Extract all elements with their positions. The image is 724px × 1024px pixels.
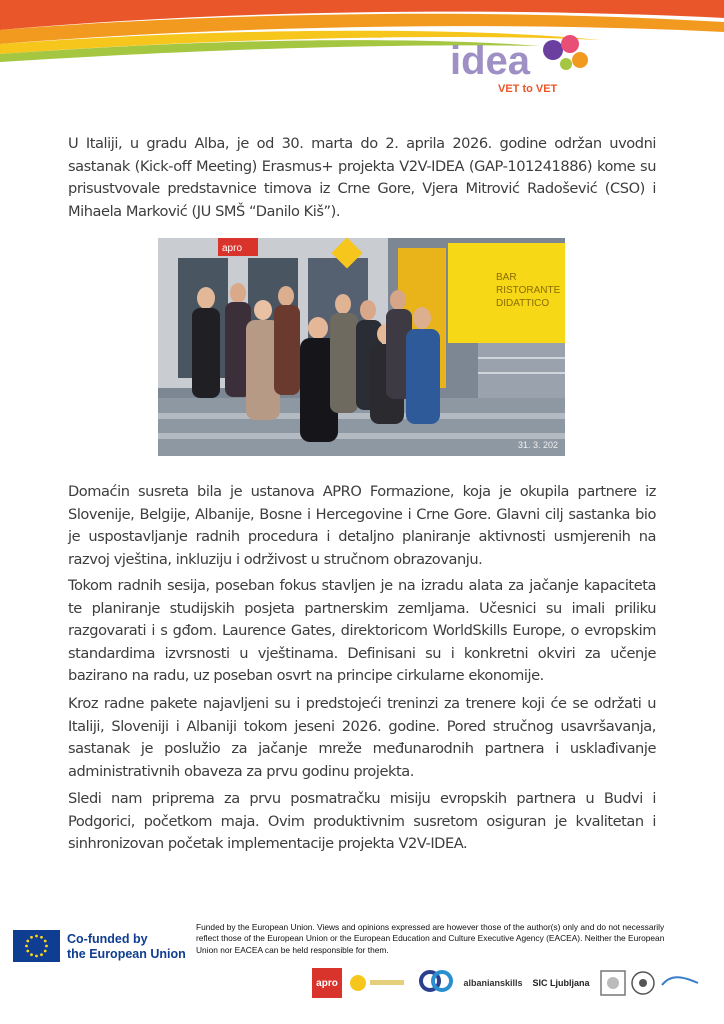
partner-logo-albanianskills: albanianskills [463,978,523,988]
svg-text:BAR: BAR [496,272,517,283]
svg-text:idea: idea [450,39,531,83]
partner-logos [312,968,712,998]
svg-text:apro: apro [222,243,243,254]
paragraph-host: Domaćin susreta bila je ustanova APRO Formazione, koja je okupila partnere iz Slovenije, Belgije, Albanije, Bosne i Hercegovine i Crne Gore. Glavni cilj sastanka bio je uspostavljanje radnih procedura i detaljno planiranje aktivnosti usmjerenih na razvoj vještina, inkluziju i održivost u stručnom obrazovanju. [68,483,656,568]
header-swoosh [0,0,724,110]
paragraph-intro: U Italiji, u gradu Alba, je od 30. marta do 2. aprila 2026. godine održan uvodni sastanak (Kick-off Meeting) Erasmus+ projekta V2V-IDEA (GAP-101241886) kome su prisustvovale predstavnice timova iz Crne Gore, Vjera Mitrović Radošević (CSO) i Mihaela Marković (JU SMŠ “Danilo Kiš”). [68,135,656,220]
eu-cofunded-label: Co-funded by the European Union [67,932,186,961]
group-photo [158,238,565,456]
partner-logo-5 [630,968,656,998]
partner-logo-cso [416,968,456,998]
partner-logo-4 [600,968,626,998]
svg-text:RISTORANTE: RISTORANTE [496,285,561,296]
svg-text:31. 3. 202: 31. 3. 202 [518,440,559,450]
partner-logo-danilo-kis [348,968,408,998]
svg-text:VET to VET: VET to VET [498,83,558,95]
paragraph-sessions: Tokom radnih sesija, poseban fokus stavljen je na izradu alata za jačanje kapaciteta te planiranje studijskih posjeta partnerskim zemljama. Učesnici su imali priliku razgovarati i s gđom. Laurence Gates, direktoricom WorldSkills Europe, o evropskim standardima izvrsnosti u vještinama. Definisani su i konkretni okviri za učenje bazirano na radu, uz poseban osvrt na principe cirkularne ekonomije. [68,577,656,684]
idea-logo [448,30,598,100]
paragraph-next-steps: Sledi nam priprema za prvu posmatračku misiju evropskih partnera u Budvi i Podgorici, početkom maja. Ovim produktivnim susretom osiguran je kvalitetan i sinhronizovan početak implementacije projekta V2V-IDEA. [68,790,656,852]
funding-disclaimer: Funded by the European Union. Views and opinions expressed are however those of the author(s) only and do not necessarily reflect those of the European Union or the European Education and Culture Executive Agency (EACEA). Neither the European Union nor EACEA can be held responsible for them. [196,922,665,955]
eu-flag-icon [13,930,60,962]
partner-logo-sic-ljubljana: SIC Ljubljana [532,978,590,988]
partner-logo-6 [660,968,700,998]
partner-logo-apro: apro [312,968,342,998]
paragraph-trainings: Kroz radne pakete najavljeni su i predstojeći treninzi za trenere koji će se održati u Italiji, Sloveniji i Albaniji tokom jeseni 2026. godine. Pored stručnog usavršavanja, sastanak je poslužio za jačanje mreže međunarodnih partnera i usklađivanje administrativnih obaveza za prvu godinu projekta. [68,695,656,780]
svg-text:DIDATTICO: DIDATTICO [496,298,550,309]
